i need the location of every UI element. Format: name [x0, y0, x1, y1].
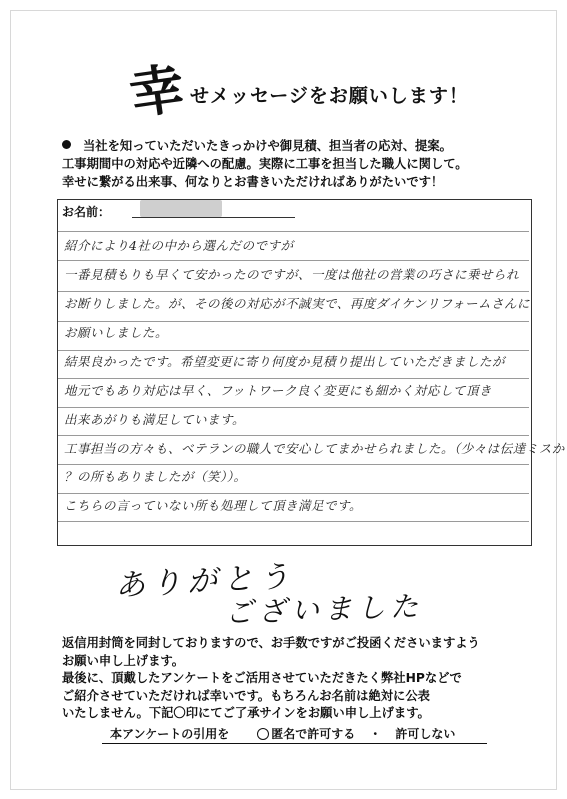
- name-underline: [132, 217, 295, 218]
- circle-mark-icon: [257, 728, 269, 740]
- closing-paragraph: [62, 635, 480, 723]
- closing-line: 返信用封筒を同封しておりますので、お手数ですがご投函くださいますよう: [62, 636, 480, 650]
- handwritten-line: 地元でもあり対応は早く、フットワーク良く変更にも細かく対応して頂き: [64, 383, 492, 398]
- handwritten-line: お願いしました。: [64, 325, 169, 340]
- consent-separator: ・: [369, 727, 382, 741]
- name-label: お名前：: [62, 205, 111, 219]
- ruled-line: [58, 407, 529, 408]
- bullet-icon: [62, 140, 71, 149]
- page-title: [125, 55, 469, 127]
- handwritten-line: 一番見積もりも早くて安かったのですが、一度は他社の営業の巧さに乗せられ: [64, 267, 520, 282]
- handwritten-line: お断りしました。が、その後の対応が不誠実で、再度ダイケンリフォームさんに: [64, 296, 531, 311]
- thanks-line-2: ございました: [224, 589, 424, 630]
- consent-row: [110, 725, 455, 742]
- closing-line: ご紹介させていただければ幸いです。もちろんお名前は絶対に公表: [62, 688, 430, 703]
- consent-option-deny[interactable]: 許可しない: [395, 727, 456, 741]
- thanks-line-1: ありがとう: [114, 559, 296, 604]
- handwritten-line: 結果良かったです。希望変更に寄り何度か見積り提出していただきましたが: [64, 354, 506, 369]
- intro-line: 幸せに繋がる出来事、何なりとお書きいただければありがたいです！: [62, 175, 444, 189]
- ruled-line: [58, 435, 529, 436]
- closing-line: 最後に、頂戴したアンケートをご活用させていただきたく弊社HPなどで: [62, 671, 462, 685]
- ruled-line: [58, 493, 529, 494]
- handwritten-line: 紹介により4社の中から選んだのですが: [64, 238, 294, 253]
- ruled-line: [58, 464, 529, 465]
- intro-line: 工事期間中の対応や近隣への配慮。実際に工事を担当した職人に関して。: [62, 157, 468, 171]
- handwritten-line: こちらの言っていない所も処理して頂き満足です。: [64, 498, 363, 513]
- consent-label: 本アンケートの引用を: [110, 727, 230, 741]
- closing-line: いたしません。下記〇印にてご了承サインをお願い申し上げます。: [62, 706, 430, 720]
- ruled-line: [58, 291, 529, 292]
- ruled-line: [58, 378, 529, 379]
- closing-line: お願い申し上げます。: [62, 653, 184, 668]
- consent-option-anonymous[interactable]: 匿名で許可する: [271, 727, 356, 741]
- ruled-line: [58, 231, 529, 232]
- title-brush-kanji: 幸: [125, 55, 189, 127]
- intro-paragraph: [62, 137, 468, 191]
- intro-line: 当社を知っていただいたきっかけや御見積、担当者の応対、提案。: [62, 137, 468, 155]
- redacted-name: [140, 200, 222, 217]
- handwritten-line: 出来あがりも満足しています。: [64, 412, 246, 427]
- title-text: せメッセージをお願いします！: [190, 85, 469, 107]
- handwritten-line: 工事担当の方々も、ベテランの職人で安心してまかせられました。（少々は伝達ミスか: [64, 441, 565, 456]
- ruled-line: [58, 521, 529, 522]
- ruled-line: [58, 260, 529, 261]
- handwritten-line: ？の所もありましたが（笑））。: [64, 469, 247, 484]
- ruled-line: [58, 350, 529, 351]
- ruled-line: [58, 321, 529, 322]
- consent-underline: [102, 743, 487, 744]
